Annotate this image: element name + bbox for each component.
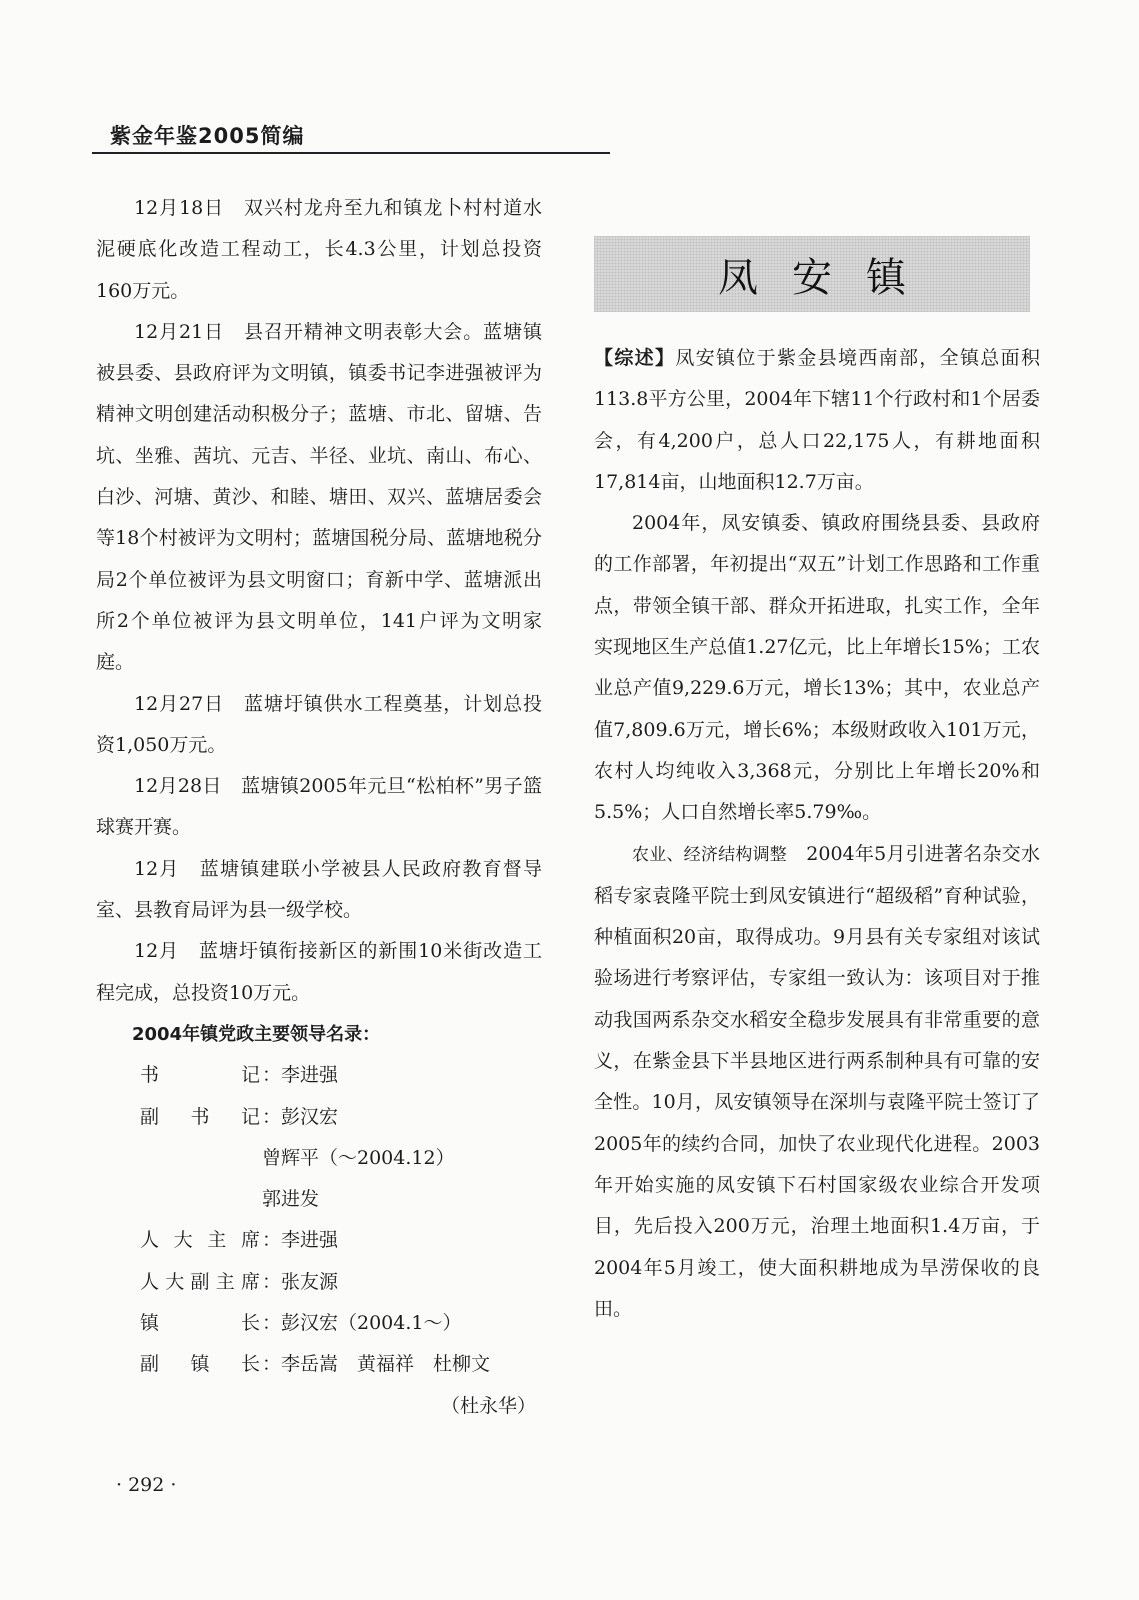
left-column: [96, 188, 542, 1427]
entry-dec-18: 12月18日 双兴村龙舟至九和镇龙卜村村道水泥硬底化改造工程动工，长4.3公里，计划总投资160万元。: [96, 197, 542, 302]
entry-dec-28: 12月28日 蓝塘镇2005年元旦“松柏杯”男子篮球赛开赛。: [96, 775, 542, 839]
roster-title: 2004年镇党政主要领导名录：: [132, 1023, 381, 1045]
roster-names: ：李岳嵩 黄福祥 杜柳文: [262, 1353, 491, 1376]
roster-names: 郭进发: [262, 1188, 320, 1211]
roster-role: 书记: [140, 1064, 260, 1087]
entry-dec-a: 12月 蓝塘镇建联小学被县人民政府教育督导室、县教育局评为县一级学校。: [96, 857, 542, 922]
roster-names: 曾辉平（～2004.12）: [262, 1146, 455, 1169]
section-title-box: [594, 236, 1030, 312]
summary-paragraph: 2004年，凤安镇委、镇政府围绕县委、县政府的工作部署，年初提出“双五”计划工作思路和工作重点，带领全镇干部、群众开拓进取，扎实工作，全年实现地区生产总值1.27亿元，比上年增长15%；工农业总产值9,229.6万元，增长13%；其中，农业总产值7,809.6万元，增长6%；本级财政收入101万元，农村人均纯收入3,368元，分别比上年增长20%和5.5%；人口自然增长率5.79‰。: [594, 512, 1040, 824]
roster-names: ：张友源: [262, 1270, 339, 1293]
section-title: 凤安镇: [718, 254, 940, 301]
roster-row: [96, 1262, 542, 1303]
running-head: 紫金年鉴2005简编: [110, 124, 305, 148]
overview-tag: 【综述】: [594, 347, 676, 369]
roster-names: ：彭汉宏（2004.1～）: [262, 1312, 462, 1335]
roster-role: 镇长: [140, 1312, 260, 1335]
agriculture-text: 2004年5月引进著名杂交水稻专家袁隆平院士到凤安镇进行“超级稻”育种试验，种植面积20亩，取得成功。9月县有关专家组对该试验场进行考察评估，专家组一致认为：该项目对于推动我国两系杂交水稻安全稳步发展具有非常重要的意义，在紫金县下半县地区进行两系制种具有可靠的安全性。10月，凤安镇领导在深圳与袁隆平院士签订了2005年的续约合同，加快了农业现代化进程。2003年开始实施的凤安镇下石村国家级农业综合开发项目，先后投入200万元，治理土地面积1.4万亩，于2004年5月竣工，使大面积耕地成为旱涝保收的良田。: [594, 842, 1040, 1320]
overview-text: 凤安镇位于紫金县境西南部，全镇总面积113.8平方公里，2004年下辖11个行政村和1个居委会，有4,200户，总人口22,175人，有耕地面积17,814亩，山地面积12.7万亩。: [594, 347, 1040, 493]
overview-paragraph: [594, 338, 1040, 503]
entry-dec-21: 12月21日 县召开精神文明表彰大会。蓝塘镇被县委、县政府评为文明镇，镇委书记李进强被评为精神文明创建活动积极分子；蓝塘、市北、留塘、告坑、坐雅、茜坑、元吉、半径、业坑、南山、布心、白沙、河塘、黄沙、和睦、塘田、双兴、蓝塘居委会等18个村被评为文明村；蓝塘国税分局、蓝塘地税分局2个单位被评为县文明窗口；育新中学、蓝塘派出所2个单位被评为县文明单位，141户评为文明家庭。: [96, 320, 542, 674]
roster-row: [96, 1097, 542, 1138]
entry-dec-27: 12月27日 蓝塘圩镇供水工程奠基，计划总投资1,050万元。: [96, 692, 542, 756]
right-column: [594, 338, 1040, 1330]
roster-names: ：彭汉宏: [262, 1105, 339, 1128]
roster-role: 副镇长: [140, 1353, 260, 1376]
roster-row: [96, 1220, 542, 1261]
roster-names: ：李进强: [262, 1064, 339, 1087]
page-number: · 292 ·: [116, 1474, 177, 1496]
roster-row: [96, 1303, 542, 1344]
roster-row: [96, 1055, 542, 1096]
roster-role: 人大主席: [140, 1229, 260, 1252]
header-rule: [92, 152, 610, 154]
roster-names: ：李进强: [262, 1229, 339, 1252]
roster-role: 副书记: [140, 1105, 260, 1128]
roster-role: 人大副主席: [140, 1270, 260, 1293]
author-credit: （杜永华）: [440, 1394, 536, 1417]
entry-dec-b: 12月 蓝塘圩镇衔接新区的新围10米街改造工程完成，总投资10万元。: [96, 940, 542, 1004]
sub-heading: 农业、经济结构调整: [632, 844, 788, 865]
agriculture-paragraph: [594, 834, 1040, 1331]
roster-row: [96, 1344, 542, 1385]
